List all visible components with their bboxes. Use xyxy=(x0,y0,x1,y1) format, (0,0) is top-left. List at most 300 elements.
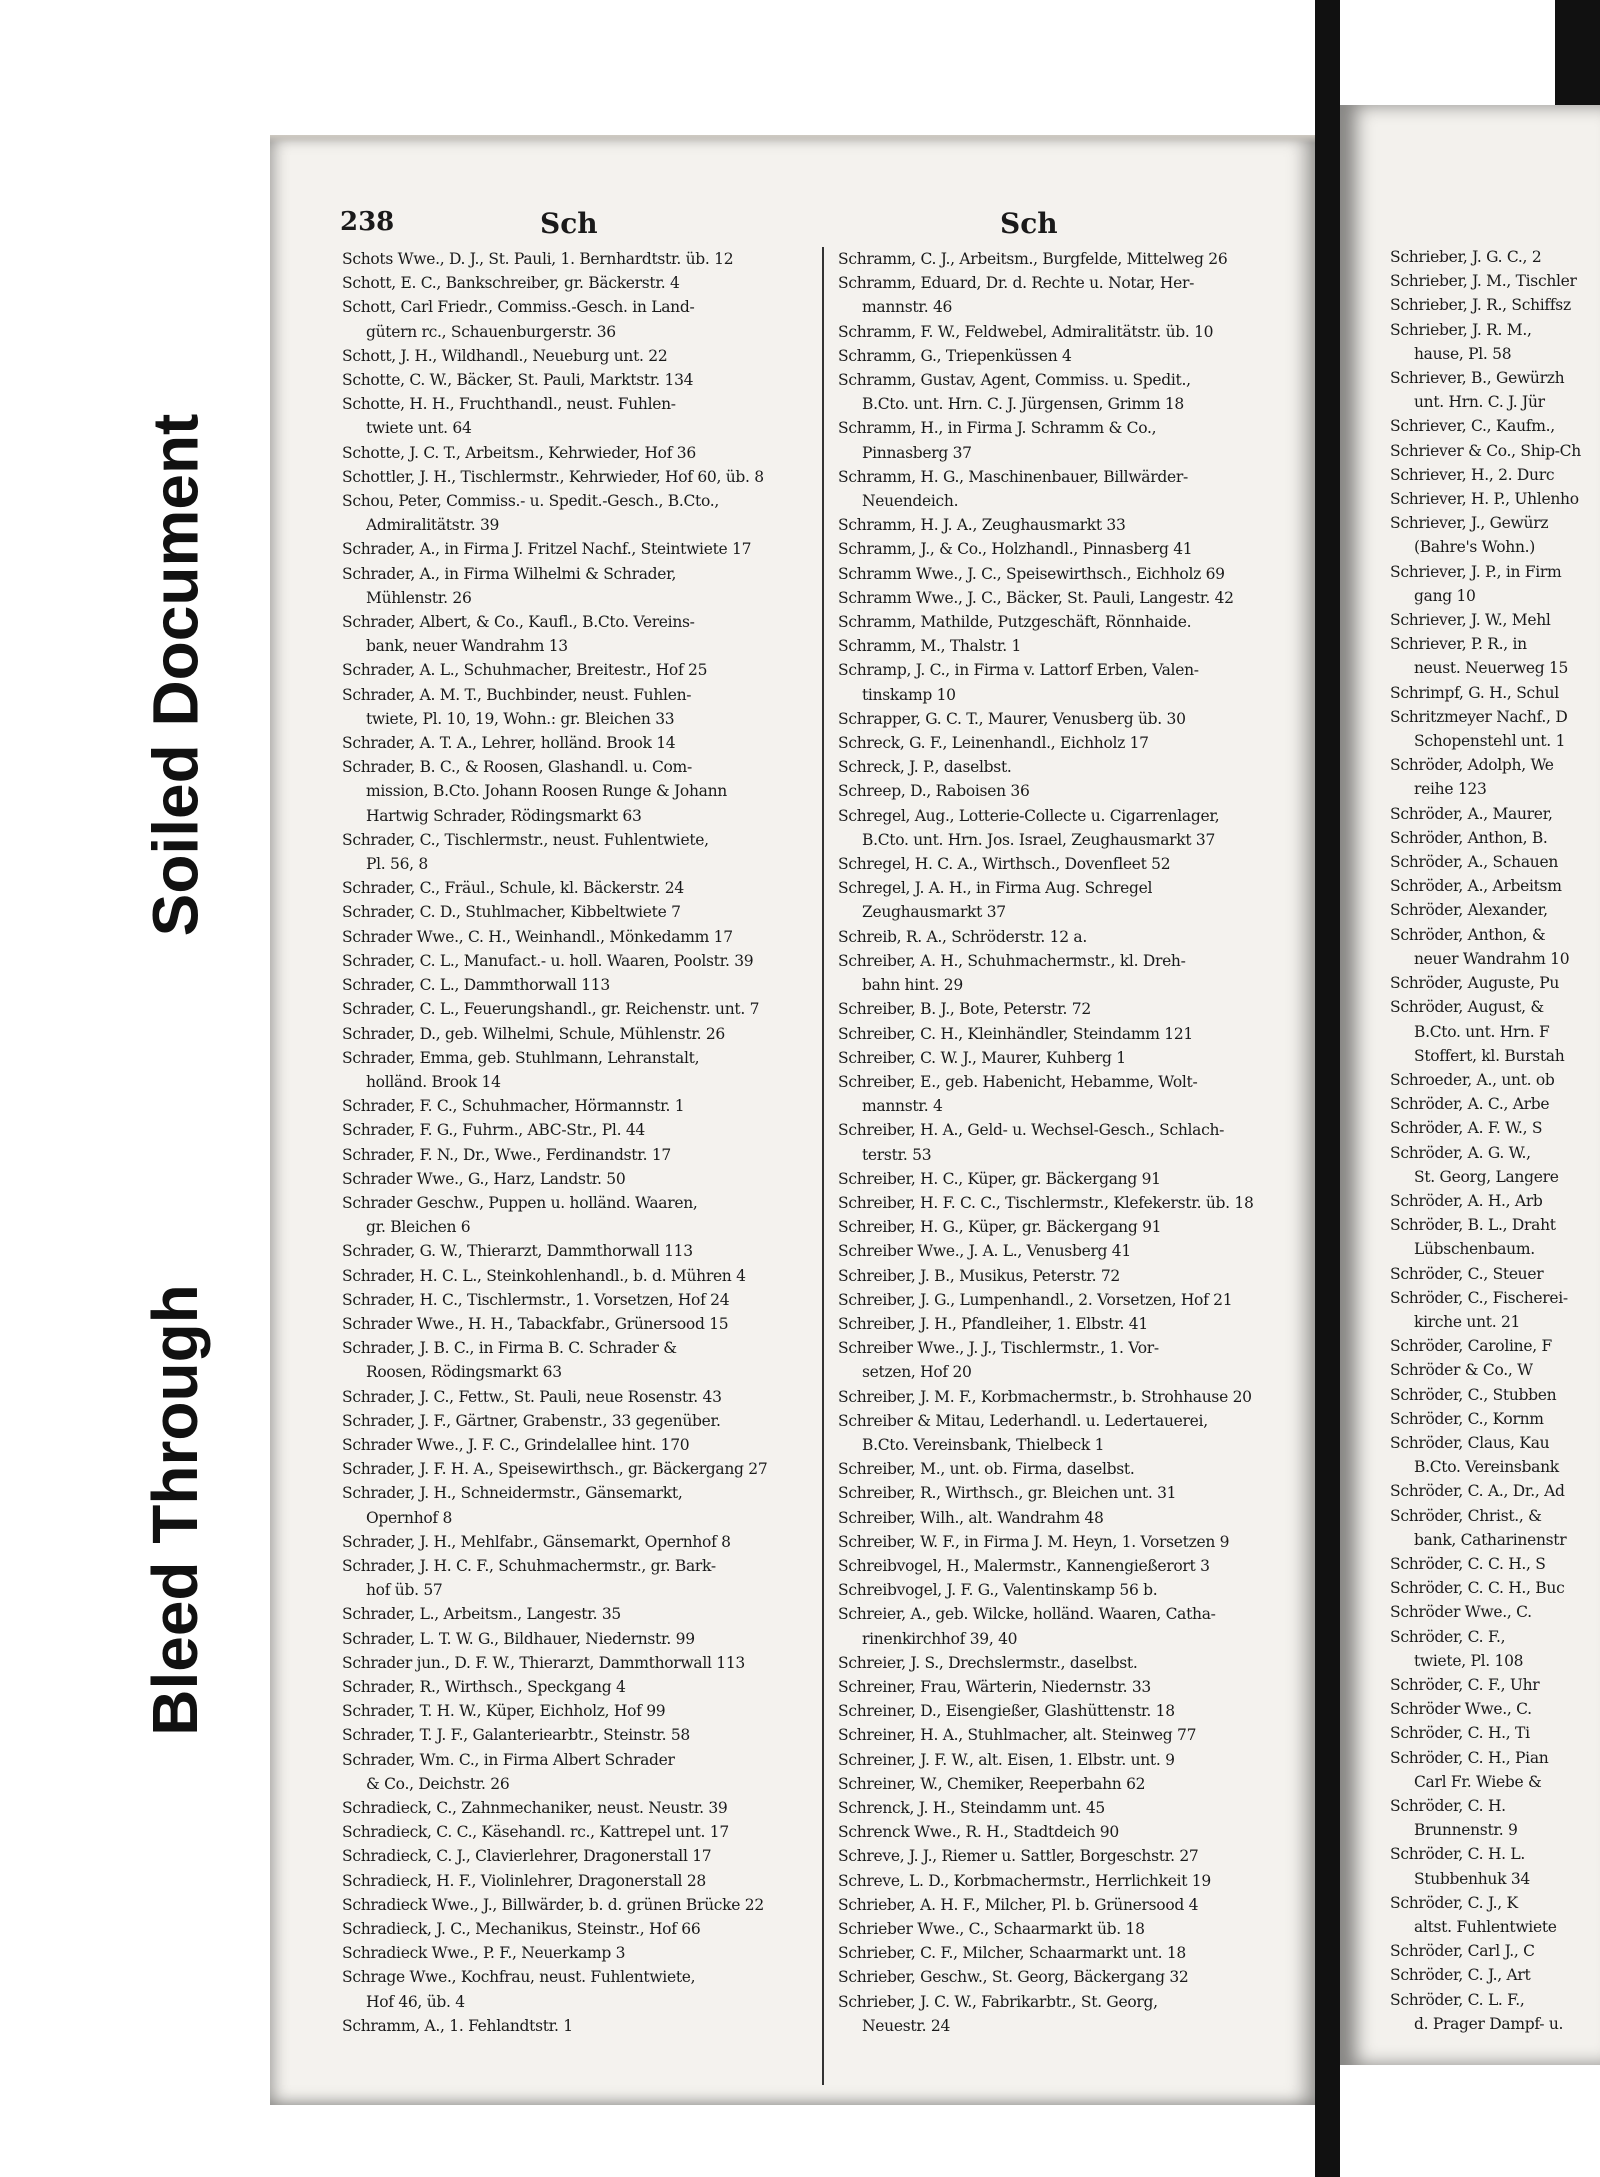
entry-line: Schradieck, C. C., Käsehandl. rc., Kattrepel unt. 17 xyxy=(342,1823,729,1842)
entry-continuation-line: (Bahre's Wohn.) xyxy=(1414,538,1536,557)
adjacent-page-entry xyxy=(1390,1625,1600,1673)
adjacent-page-entry xyxy=(1390,971,1600,995)
entry-line: Schröder, C., Fischerei- xyxy=(1390,1288,1568,1307)
adjacent-page-entry xyxy=(1390,632,1600,680)
directory-entry xyxy=(838,1070,1306,1118)
directory-entry xyxy=(838,779,1306,803)
entry-line: Schröder & Co., W xyxy=(1390,1361,1533,1380)
entry-line: Schröder Wwe., C. xyxy=(1390,1700,1532,1719)
entry-continuation-line: Schopenstehl unt. 1 xyxy=(1414,732,1566,751)
directory-entry xyxy=(838,610,1306,634)
directory-entry xyxy=(838,1651,1306,1675)
entry-line: Schröder, C. H., Ti xyxy=(1390,1724,1530,1743)
directory-entry xyxy=(342,1385,810,1409)
adjacent-page-entry xyxy=(1390,850,1600,874)
entry-line: Schrapper, G. C. T., Maurer, Venusberg üb. 30 xyxy=(838,709,1186,728)
entry-line: Schrieber, J. R., Schiffsz xyxy=(1390,296,1571,315)
directory-entry xyxy=(342,683,810,731)
adjacent-page-entry xyxy=(1390,705,1600,753)
directory-entry xyxy=(838,1457,1306,1481)
directory-entry xyxy=(342,271,810,295)
entry-line: Schrader, H. C., Tischlermstr., 1. Vorsetzen, Hof 24 xyxy=(342,1290,730,1309)
entry-continuation-line: Hartwig Schrader, Rödingsmarkt 63 xyxy=(366,806,642,825)
directory-entry xyxy=(838,1772,1306,1796)
entry-line: Schriever, P. R., in xyxy=(1390,635,1527,654)
entry-line: Schrader Wwe., C. H., Weinhandl., Mönkedamm 17 xyxy=(342,927,733,946)
entry-line: Schreiner, Frau, Wärterin, Niedernstr. 33 xyxy=(838,1677,1151,1696)
entry-line: Schrader Wwe., J. F. C., Grindelallee hint. 170 xyxy=(342,1435,690,1454)
directory-entry xyxy=(838,1917,1306,1941)
directory-entry xyxy=(342,610,810,658)
entry-line: Schreep, D., Raboisen 36 xyxy=(838,782,1030,801)
entry-line: Schrieber, J. R. M., xyxy=(1390,320,1532,339)
entry-line: Schramm, C. J., Arbeitsm., Burgfelde, Mittelweg 26 xyxy=(838,250,1228,268)
directory-entry xyxy=(838,1941,1306,1965)
entry-line: Schrader, F. N., Dr., Wwe., Ferdinandstr. 17 xyxy=(342,1145,671,1164)
entry-line: Schriever, J., Gewürz xyxy=(1390,514,1549,533)
entry-line: Schröder, C. L. F., xyxy=(1390,1990,1525,2009)
entry-line: Schrader, A. M. T., Buchbinder, neust. Fuhlen- xyxy=(342,685,692,704)
adjacent-page-entry xyxy=(1390,995,1600,1068)
entry-line: Schramm, F. W., Feldwebel, Admiralitätstr. üb. 10 xyxy=(838,322,1214,341)
entry-line: Schradieck Wwe., J., Billwärder, b. d. grünen Brücke 22 xyxy=(342,1895,764,1914)
page-header xyxy=(340,207,1240,247)
entry-line: Schrader, J. H., Schneidermstr., Gänsemarkt, xyxy=(342,1484,683,1503)
entry-line: Schreiber, H. C., Küper, gr. Bäckergang 91 xyxy=(838,1169,1161,1188)
entry-continuation-line: Pinnasberg 37 xyxy=(862,443,972,462)
directory-entry xyxy=(342,1118,810,1142)
directory-entry xyxy=(342,1627,810,1651)
directory-entry xyxy=(342,1699,810,1723)
directory-entry xyxy=(342,1409,810,1433)
directory-entry xyxy=(342,900,810,924)
entry-line: Schrader, H. C. L., Steinkohlenhandl., b. d. Mühren 4 xyxy=(342,1266,746,1285)
entry-line: Schröder Wwe., C. xyxy=(1390,1603,1532,1622)
directory-entry xyxy=(838,1820,1306,1844)
adjacent-page-entry xyxy=(1390,463,1600,487)
entry-continuation-line: St. Georg, Langere xyxy=(1414,1167,1559,1186)
entry-continuation-line: twiete unt. 64 xyxy=(366,419,472,438)
entry-line: Schramm Wwe., J. C., Bäcker, St. Pauli, Langestr. 42 xyxy=(838,588,1234,607)
entry-line: Schotte, C. W., Bäcker, St. Pauli, Marktstr. 134 xyxy=(342,371,694,390)
entry-continuation-line: setzen, Hof 20 xyxy=(862,1363,972,1382)
entry-line: Schrader, J. C., Fettw., St. Pauli, neue Rosenstr. 43 xyxy=(342,1387,722,1406)
adjacent-page-entry xyxy=(1390,1334,1600,1358)
entry-continuation-line: altst. Fuhlentwiete xyxy=(1414,1918,1557,1937)
entry-line: Schreiber, H. G., Küper, gr. Bäckergang 91 xyxy=(838,1218,1162,1237)
entry-line: Schreiber & Mitau, Lederhandl. u. Ledertauerei, xyxy=(838,1411,1208,1430)
directory-page xyxy=(270,135,1315,2105)
entry-line: Schrader, C. L., Feuerungshandl., gr. Reichenstr. unt. 7 xyxy=(342,1000,760,1019)
directory-entry xyxy=(838,247,1306,271)
adjacent-page-entry xyxy=(1390,1939,1600,1963)
entry-continuation-line: Admiralitätstr. 39 xyxy=(366,516,500,535)
bleed-through-sticker xyxy=(120,1215,230,1805)
page-number: 238 xyxy=(340,207,395,237)
directory-entry xyxy=(342,368,810,392)
entry-line: Schrader, C., Tischlermstr., neust. Fuhlentwiete, xyxy=(342,830,709,849)
entry-line: Schrader, J. F., Gärtner, Grabenstr., 33 gegenüber. xyxy=(342,1411,721,1430)
book-spine-gutter xyxy=(1315,0,1340,2177)
entry-continuation-line: mannstr. 46 xyxy=(862,298,953,317)
entry-line: Schrader, A. T. A., Lehrer, holländ. Brook 14 xyxy=(342,734,676,753)
directory-entry xyxy=(838,562,1306,586)
entry-line: Schramm, J., & Co., Holzhandl., Pinnasberg 41 xyxy=(838,540,1193,559)
entry-line: Schröder, A. G. W., xyxy=(1390,1143,1531,1162)
right-column xyxy=(838,247,1306,2038)
entry-line: Schrader, B. C., & Roosen, Glashandl. u. Com- xyxy=(342,758,692,777)
entry-line: Schritzmeyer Nachf., D xyxy=(1390,707,1568,726)
entry-line: Schrader, C. L., Dammthorwall 113 xyxy=(342,976,610,995)
directory-entry xyxy=(342,465,810,489)
adjacent-page-entry xyxy=(1390,560,1600,608)
adjacent-page-entry xyxy=(1390,269,1600,293)
directory-entry xyxy=(342,973,810,997)
directory-entry xyxy=(838,1118,1306,1166)
directory-entry xyxy=(342,1554,810,1602)
entry-continuation-line: Carl Fr. Wiebe & xyxy=(1414,1772,1542,1791)
entry-line: Schreiber, A. H., Schuhmachermstr., kl. Dreh- xyxy=(838,951,1186,970)
entry-continuation-line: twiete, Pl. 108 xyxy=(1414,1651,1524,1670)
entry-line: Schröder, Auguste, Pu xyxy=(1390,974,1560,993)
entry-continuation-line: Brunnenstr. 9 xyxy=(1414,1821,1518,1840)
entry-line: Schrader, T. J. F., Galanteriearbtr., Steinstr. 58 xyxy=(342,1726,690,1745)
directory-entry xyxy=(838,1481,1306,1505)
directory-entry xyxy=(838,1288,1306,1312)
entry-line: Schreiber, C. H., Kleinhändler, Steindamm 121 xyxy=(838,1024,1193,1043)
entry-line: Schott, E. C., Bankschreiber, gr. Bäckerstr. 4 xyxy=(342,274,680,293)
adjacent-page-entry xyxy=(1390,1068,1600,1092)
entry-line: Schrieber, A. H. F., Milcher, Pl. b. Grünersood 4 xyxy=(838,1895,1199,1914)
entry-continuation-line: hause, Pl. 58 xyxy=(1414,344,1512,363)
directory-entry xyxy=(838,755,1306,779)
adjacent-page-entry xyxy=(1390,366,1600,414)
adjacent-page-entry xyxy=(1390,1092,1600,1116)
adjacent-page-entry xyxy=(1390,1358,1600,1382)
directory-entry xyxy=(838,1990,1306,2038)
adjacent-page-entry xyxy=(1390,1891,1600,1939)
entry-line: Schriever & Co., Ship-Ch xyxy=(1390,441,1581,460)
entry-line: Schramm, H. G., Maschinenbauer, Billwärder- xyxy=(838,467,1188,486)
entry-line: Schreiber, E., geb. Habenicht, Hebamme, Wolt- xyxy=(838,1072,1198,1091)
entry-line: Schröder, A., Schauen xyxy=(1390,853,1559,872)
directory-entry xyxy=(838,997,1306,1021)
entry-line: Schramp, J. C., in Firma v. Lattorf Erben, Valen- xyxy=(838,661,1199,680)
adjacent-page-entry xyxy=(1390,1673,1600,1697)
entry-continuation-line: B.Cto. Vereinsbank, Thielbeck 1 xyxy=(862,1435,1105,1454)
entry-line: Schramm, Gustav, Agent, Commiss. u. Spedit., xyxy=(838,371,1191,390)
entry-line: Schröder, A., Arbeitsm xyxy=(1390,877,1562,896)
entry-line: Schröder, August, & xyxy=(1390,998,1544,1017)
entry-line: Schriever, J. W., Mehl xyxy=(1390,611,1551,630)
entry-line: Schrader, L., Arbeitsm., Langestr. 35 xyxy=(342,1605,621,1624)
entry-line: Schröder, C. J., Art xyxy=(1390,1966,1531,1985)
adjacent-page-entry xyxy=(1390,414,1600,438)
directory-entry xyxy=(838,925,1306,949)
entry-line: Schrader Wwe., H. H., Tabackfabr., Grünersood 15 xyxy=(342,1314,729,1333)
entry-continuation-line: twiete, Pl. 10, 19, Wohn.: gr. Bleichen 33 xyxy=(366,709,675,728)
entry-line: Schou, Peter, Commiss.- u. Spedit.-Gesch., B.Cto., xyxy=(342,492,719,511)
adjacent-page-entry xyxy=(1390,802,1600,826)
directory-entry xyxy=(838,1312,1306,1336)
directory-entry xyxy=(838,1409,1306,1457)
directory-entry xyxy=(342,1046,810,1094)
entry-line: Schramm, H., in Firma J. Schramm & Co., xyxy=(838,419,1157,438)
directory-entry xyxy=(342,1481,810,1529)
entry-line: Schrader Geschw., Puppen u. holländ. Waaren, xyxy=(342,1193,698,1212)
column-divider xyxy=(822,247,824,2085)
entry-line: Schrader, A., in Firma J. Fritzel Nachf., Steintwiete 17 xyxy=(342,540,752,559)
adjacent-page-entry xyxy=(1390,487,1600,511)
entry-line: Schrader Wwe., G., Harz, Landstr. 50 xyxy=(342,1169,626,1188)
directory-entry xyxy=(838,320,1306,344)
entry-line: Schröder, Caroline, F xyxy=(1390,1337,1552,1356)
directory-entry xyxy=(342,1820,810,1844)
entry-line: Schreiber Wwe., J. A. L., Venusberg 41 xyxy=(838,1242,1131,1261)
entry-continuation-line: holländ. Brook 14 xyxy=(366,1072,501,1091)
adjacent-page-entry xyxy=(1390,1721,1600,1745)
entry-line: Schröder, C. F., xyxy=(1390,1627,1506,1646)
directory-entry xyxy=(838,537,1306,561)
directory-entry xyxy=(342,925,810,949)
entry-continuation-line: Neuestr. 24 xyxy=(862,2016,951,2035)
directory-entry xyxy=(342,344,810,368)
adjacent-page-entry xyxy=(1390,1431,1600,1479)
entry-line: Schotte, H. H., Fruchthandl., neust. Fuhlen- xyxy=(342,395,676,414)
adjacent-page-entry xyxy=(1390,1407,1600,1431)
directory-entry xyxy=(342,949,810,973)
directory-entry xyxy=(342,876,810,900)
entry-continuation-line: & Co., Deichstr. 26 xyxy=(366,1774,510,1793)
entry-line: Schröder, Adolph, We xyxy=(1390,756,1554,775)
directory-entry xyxy=(342,1143,810,1167)
directory-entry xyxy=(838,1167,1306,1191)
entry-line: Schröder, C. H. L. xyxy=(1390,1845,1526,1864)
entry-continuation-line: gütern rc., Schauenburgerstr. 36 xyxy=(366,322,616,341)
entry-line: Schrader, J. H., Mehlfabr., Gänsemarkt, Opernhof 8 xyxy=(342,1532,731,1551)
entry-line: Schrader, Albert, & Co., Kaufl., B.Cto. Vereins- xyxy=(342,613,695,632)
directory-entry xyxy=(838,1191,1306,1215)
adjacent-page-entry xyxy=(1390,1213,1600,1261)
entry-line: Schreiber, J. B., Musikus, Peterstr. 72 xyxy=(838,1266,1120,1285)
entry-line: Schramm, H. J. A., Zeughausmarkt 33 xyxy=(838,516,1126,535)
directory-entry xyxy=(838,1022,1306,1046)
entry-line: Schrimpf, G. H., Schul xyxy=(1390,683,1559,702)
adjacent-page-entry xyxy=(1390,1988,1600,2036)
entry-line: Schramm, Eduard, Dr. d. Rechte u. Notar, Her- xyxy=(838,274,1195,293)
entry-line: Schröder, A. F. W., S xyxy=(1390,1119,1543,1138)
entry-line: Schregel, H. C. A., Wirthsch., Dovenfleet 52 xyxy=(838,855,1171,874)
directory-entry xyxy=(838,1748,1306,1772)
entry-line: Schröder, C. H. xyxy=(1390,1797,1506,1815)
entry-continuation-line: rinenkirchhof 39, 40 xyxy=(862,1629,1018,1648)
directory-entry xyxy=(838,1723,1306,1747)
entry-continuation-line: terstr. 53 xyxy=(862,1145,932,1164)
directory-entry xyxy=(342,247,810,271)
directory-entry xyxy=(342,1264,810,1288)
directory-entry xyxy=(838,1699,1306,1723)
entry-line: Schramm, G., Triepenküssen 4 xyxy=(838,346,1072,365)
directory-entry xyxy=(838,1506,1306,1530)
entry-line: Schrader, F. C., Schuhmacher, Hörmannstr. 1 xyxy=(342,1097,685,1116)
directory-entry xyxy=(342,1965,810,2013)
directory-entry xyxy=(838,513,1306,537)
entry-line: Schreck, J. P., daselbst. xyxy=(838,758,1012,777)
directory-entry xyxy=(342,1917,810,1941)
entry-continuation-line: Zeughausmarkt 37 xyxy=(862,903,1006,922)
directory-entry xyxy=(342,441,810,465)
entry-line: Schreier, A., geb. Wilcke, holländ. Waaren, Catha- xyxy=(838,1605,1216,1624)
entry-line: Schrader, R., Wirthsch., Speckgang 4 xyxy=(342,1677,626,1696)
soiled-document-label: Soiled Document xyxy=(139,413,211,937)
directory-entry xyxy=(838,634,1306,658)
entry-line: Schregel, Aug., Lotterie-Collecte u. Cigarrenlager, xyxy=(838,806,1220,825)
adjacent-page-entry xyxy=(1390,898,1600,922)
directory-entry xyxy=(838,1965,1306,1989)
adjacent-page-entry xyxy=(1390,511,1600,559)
directory-entry xyxy=(342,1288,810,1312)
directory-entry xyxy=(838,1264,1306,1288)
directory-entry xyxy=(342,1869,810,1893)
entry-continuation-line: Opernhof 8 xyxy=(366,1508,453,1527)
directory-entry xyxy=(838,1385,1306,1409)
entry-line: Schotte, J. C. T., Arbeitsm., Kehrwieder, Hof 36 xyxy=(342,443,696,462)
entry-line: Schröder, Claus, Kau xyxy=(1390,1433,1550,1452)
entry-continuation-line: tinskamp 10 xyxy=(862,685,956,704)
adjacent-page-entry xyxy=(1390,1697,1600,1721)
entry-line: Schreiber Wwe., J. J., Tischlermstr., 1. Vor- xyxy=(838,1339,1159,1358)
entry-line: Schreier, J. S., Drechslermstr., daselbst. xyxy=(838,1653,1138,1672)
entry-line: Schrader jun., D. F. W., Thierarzt, Dammthorwall 113 xyxy=(342,1653,745,1672)
entry-line: Schröder, A. C., Arbe xyxy=(1390,1095,1550,1114)
directory-entry xyxy=(838,1869,1306,1893)
entry-continuation-line: Stubbenhuk 34 xyxy=(1414,1869,1530,1888)
directory-entry xyxy=(342,562,810,610)
directory-entry xyxy=(342,755,810,828)
directory-entry xyxy=(342,392,810,440)
directory-entry xyxy=(838,1602,1306,1650)
adjacent-page-entry xyxy=(1390,318,1600,366)
entry-line: Schröder, Alexander, xyxy=(1390,901,1548,920)
directory-entry xyxy=(342,489,810,537)
entry-line: Schröder, A., Maurer, xyxy=(1390,804,1553,823)
left-column xyxy=(342,247,810,2038)
entry-continuation-line: B.Cto. unt. Hrn. C. J. Jürgensen, Grimm 18 xyxy=(862,395,1184,414)
entry-line: Schreiber, R., Wirthsch., gr. Bleichen unt. 31 xyxy=(838,1484,1177,1503)
entry-continuation-line: mission, B.Cto. Johann Roosen Runge & Johann xyxy=(366,782,727,801)
entry-line: Schriever, C., Kaufm., xyxy=(1390,417,1555,436)
directory-entry xyxy=(342,2014,810,2038)
entry-line: Schrenck, J. H., Steindamm unt. 45 xyxy=(838,1799,1105,1817)
entry-line: Schreiber, B. J., Bote, Peterstr. 72 xyxy=(838,1000,1091,1019)
entry-line: Schrader, J. F. H. A., Speisewirthsch., gr. Bäckergang 27 xyxy=(342,1460,768,1479)
directory-entry xyxy=(838,1215,1306,1239)
entry-line: Schreiber, W. F., in Firma J. M. Heyn, 1. Vorsetzen 9 xyxy=(838,1532,1230,1551)
entry-continuation-line: neuer Wandrahm 10 xyxy=(1414,949,1570,968)
entry-line: Schriever, H. P., Uhlenho xyxy=(1390,490,1579,509)
entry-line: Schröder, Carl J., C xyxy=(1390,1942,1535,1961)
entry-line: Schottler, J. H., Tischlermstr., Kehrwieder, Hof 60, üb. 8 xyxy=(342,467,764,486)
entry-line: Schröder, B. L., Draht xyxy=(1390,1216,1556,1235)
soiled-document-sticker xyxy=(120,375,230,975)
entry-continuation-line: kirche unt. 21 xyxy=(1414,1312,1521,1331)
directory-entry xyxy=(342,1094,810,1118)
directory-entry xyxy=(838,1239,1306,1263)
entry-line: Schröder, C. J., K xyxy=(1390,1893,1518,1912)
entry-continuation-line: Lübschenbaum. xyxy=(1414,1240,1535,1259)
entry-line: Schrader, C. L., Manufact.- u. holl. Waaren, Poolstr. 39 xyxy=(342,951,754,970)
entry-line: Schröder, C., Stubben xyxy=(1390,1385,1557,1404)
directory-entry xyxy=(838,271,1306,319)
directory-entry xyxy=(838,1530,1306,1554)
directory-entry xyxy=(838,1578,1306,1602)
entry-line: Schrader, L. T. W. G., Bildhauer, Niedernstr. 99 xyxy=(342,1629,695,1648)
directory-entry xyxy=(838,949,1306,997)
adjacent-page-column xyxy=(1390,245,1600,2036)
directory-entry xyxy=(838,876,1306,924)
directory-entry xyxy=(342,1022,810,1046)
directory-entry xyxy=(838,1796,1306,1820)
entry-continuation-line: bahn hint. 29 xyxy=(862,976,963,995)
entry-line: Schots Wwe., D. J., St. Pauli, 1. Bernhardtstr. üb. 12 xyxy=(342,250,734,268)
entry-continuation-line: reihe 123 xyxy=(1414,780,1487,799)
adjacent-page-entry xyxy=(1390,1383,1600,1407)
entry-line: Schreiber, J. M. F., Korbmachermstr., b. Strohhause 20 xyxy=(838,1387,1252,1406)
directory-entry xyxy=(342,1433,810,1457)
adjacent-page-entry xyxy=(1390,681,1600,705)
entry-line: Schrieber Wwe., C., Schaarmarkt üb. 18 xyxy=(838,1920,1145,1939)
adjacent-page-entry xyxy=(1390,1141,1600,1189)
entry-continuation-line: gr. Bleichen 6 xyxy=(366,1218,471,1237)
entry-continuation-line: B.Cto. unt. Hrn. F xyxy=(1414,1022,1550,1041)
entry-line: Schreve, J. J., Riemer u. Sattler, Borgeschstr. 27 xyxy=(838,1847,1199,1866)
directory-entry xyxy=(342,1675,810,1699)
running-head-right: Sch xyxy=(1000,207,1058,240)
entry-line: Schradieck, C., Zahnmechaniker, neust. Neustr. 39 xyxy=(342,1799,728,1817)
entry-line: Schrenck Wwe., R. H., Stadtdeich 90 xyxy=(838,1823,1119,1842)
entry-line: Schott, Carl Friedr., Commiss.-Gesch. in Land- xyxy=(342,298,695,317)
adjacent-page-entry xyxy=(1390,1552,1600,1576)
adjacent-page-entry xyxy=(1390,1746,1600,1794)
directory-entry xyxy=(342,1723,810,1747)
entry-line: Schröder, C. F., Uhr xyxy=(1390,1675,1540,1694)
directory-entry xyxy=(342,1191,810,1239)
directory-entry xyxy=(838,465,1306,513)
entry-continuation-line: hof üb. 57 xyxy=(366,1581,443,1600)
entry-line: Schradieck, H. F., Violinlehrer, Dragonerstall 28 xyxy=(342,1871,706,1890)
adjacent-page-entry xyxy=(1390,293,1600,317)
entry-continuation-line: B.Cto. unt. Hrn. Jos. Israel, Zeughausmarkt 37 xyxy=(862,830,1216,849)
adjacent-page-entry xyxy=(1390,1600,1600,1624)
directory-entry xyxy=(342,1796,810,1820)
directory-entry xyxy=(838,1893,1306,1917)
directory-entry xyxy=(838,368,1306,416)
directory-entry xyxy=(838,731,1306,755)
directory-entry xyxy=(342,1167,810,1191)
entry-continuation-line: Roosen, Rödingsmarkt 63 xyxy=(366,1363,562,1382)
entry-line: Schreiber, H. F. C. C., Tischlermstr., Klefekerstr. üb. 18 xyxy=(838,1193,1254,1212)
entry-line: Schreiber, Wilh., alt. Wandrahm 48 xyxy=(838,1508,1104,1527)
entry-line: Schrage Wwe., Kochfrau, neust. Fuhlentwiete, xyxy=(342,1968,696,1987)
entry-line: Schrieber, J. C. W., Fabrikarbtr., St. Georg, xyxy=(838,1992,1158,2011)
entry-line: Schrieber, J. G. C., 2 xyxy=(1390,248,1542,266)
adjacent-page-entry xyxy=(1390,1576,1600,1600)
running-head-left: Sch xyxy=(540,207,598,240)
entry-line: Schriever, H., 2. Durc xyxy=(1390,465,1555,484)
entry-line: Schreiner, H. A., Stuhlmacher, alt. Steinweg 77 xyxy=(838,1726,1197,1745)
entry-continuation-line: Pl. 56, 8 xyxy=(366,855,428,874)
entry-line: Schrieber, J. M., Tischler xyxy=(1390,272,1577,291)
